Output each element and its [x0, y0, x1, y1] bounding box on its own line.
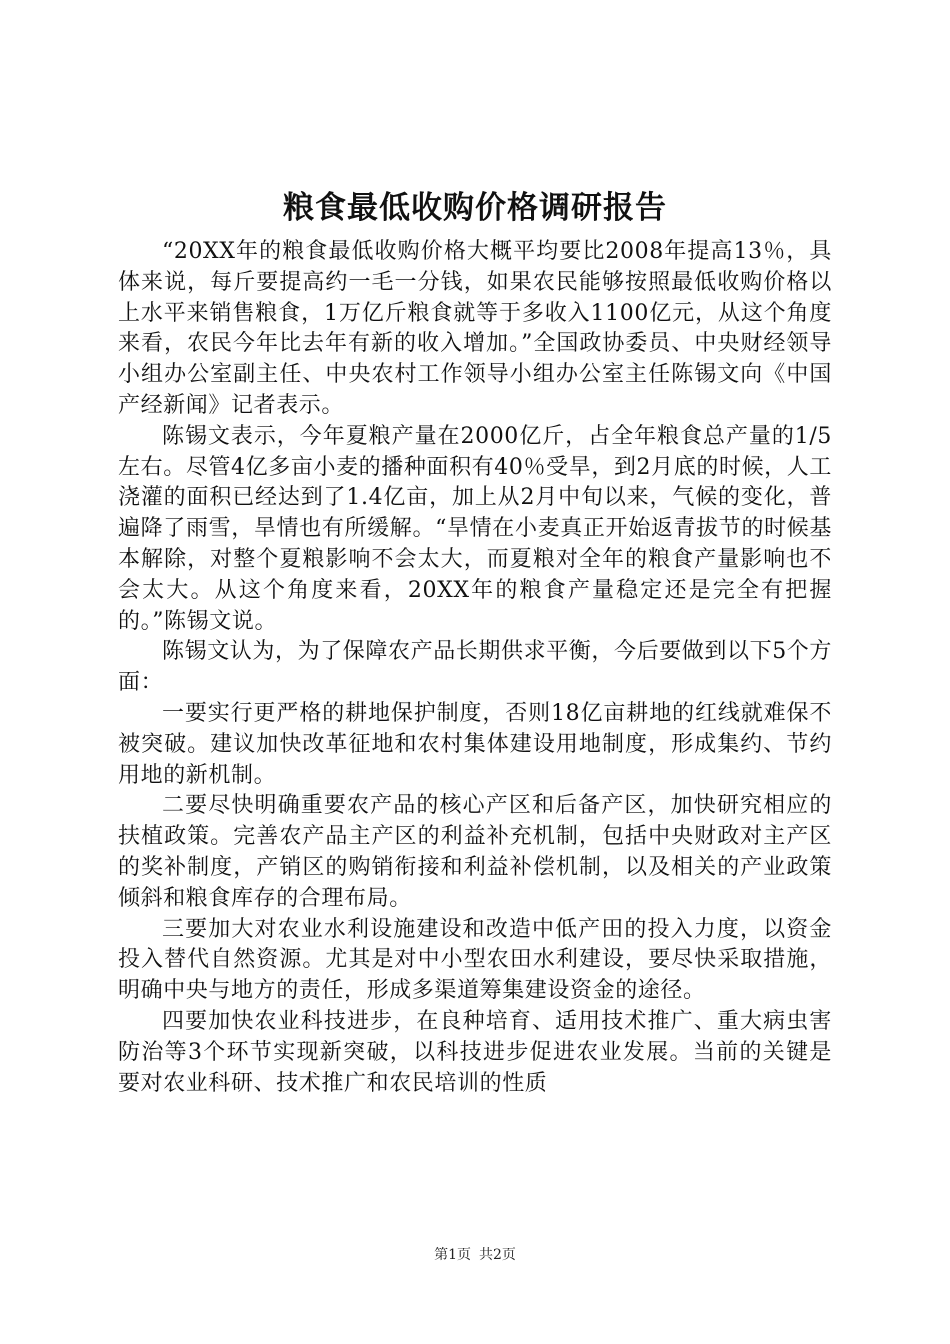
- paragraph-3: 陈锡文认为，为了保障农产品长期供求平衡，今后要做到以下5个方面：: [118, 639, 832, 696]
- document-title: 粮食最低收购价格调研报告: [283, 190, 667, 226]
- page-footer: [0, 1245, 950, 1265]
- paragraph-2: 陈锡文表示，今年夏粮产量在2000亿斤，占全年粮食总产量的1/5左右。尽管4亿多亩小麦的播种面积有40％受旱，到2月底的时候，人工浇灌的面积已经达到了1.4亿亩，加上从2月中旬以来，气候的变化，普遍降了雨雪，旱情也有所缓解。“旱情在小麦真正开始返青拔节的时候基本解除，对整个夏粮影响不会太大，而夏粮对全年的粮食产量影响也不会太大。从这个角度来看，20XX年的粮食产量稳定还是完全有把握的。”陈锡文说。: [118, 423, 832, 634]
- paragraph-6: 三要加大对农业水利设施建设和改造中低产田的投入力度，以资金投入替代自然资源。尤其是对中小型农田水利建设，要尽快采取措施，明确中央与地方的责任，形成多渠道筹集建设资金的途径。: [118, 916, 832, 1004]
- paragraph-5: 二要尽快明确重要农产品的核心产区和后备产区，加快研究相应的扶植政策。完善农产品主产区的利益补充机制，包括中央财政对主产区的奖补制度，产销区的购销衔接和利益补偿机制，以及相关的产业政策倾斜和粮食库存的合理布局。: [118, 793, 832, 911]
- page-number: 第1页: [434, 1247, 471, 1263]
- document-body: [118, 237, 832, 1099]
- paragraph-7: 四要加快农业科技进步，在良种培育、适用技术推广、重大病虫害防治等3个环节实现新突破，以科技进步促进农业发展。当前的关键是要对农业科研、技术推广和农民培训的性质: [118, 1008, 832, 1096]
- paragraph-1: “20XX年的粮食最低收购价格大概平均要比2008年提高13％，具体来说，每斤要提高约一毛一分钱，如果农民能够按照最低收购价格以上水平来销售粮食，1万亿斤粮食就等于多收入1100亿元，从这个角度来看，农民今年比去年有新的收入增加。”全国政协委员、中央财经领导小组办公室副主任、中央农村工作领导小组办公室主任陈锡文向《中国产经新闻》记者表示。: [118, 239, 832, 418]
- page-total: 共2页: [479, 1247, 516, 1263]
- paragraph-4: 一要实行更严格的耕地保护制度，否则18亿亩耕地的红线就难保不被突破。建议加快改革征地和农村集体建设用地制度，形成集约、节约用地的新机制。: [118, 700, 832, 788]
